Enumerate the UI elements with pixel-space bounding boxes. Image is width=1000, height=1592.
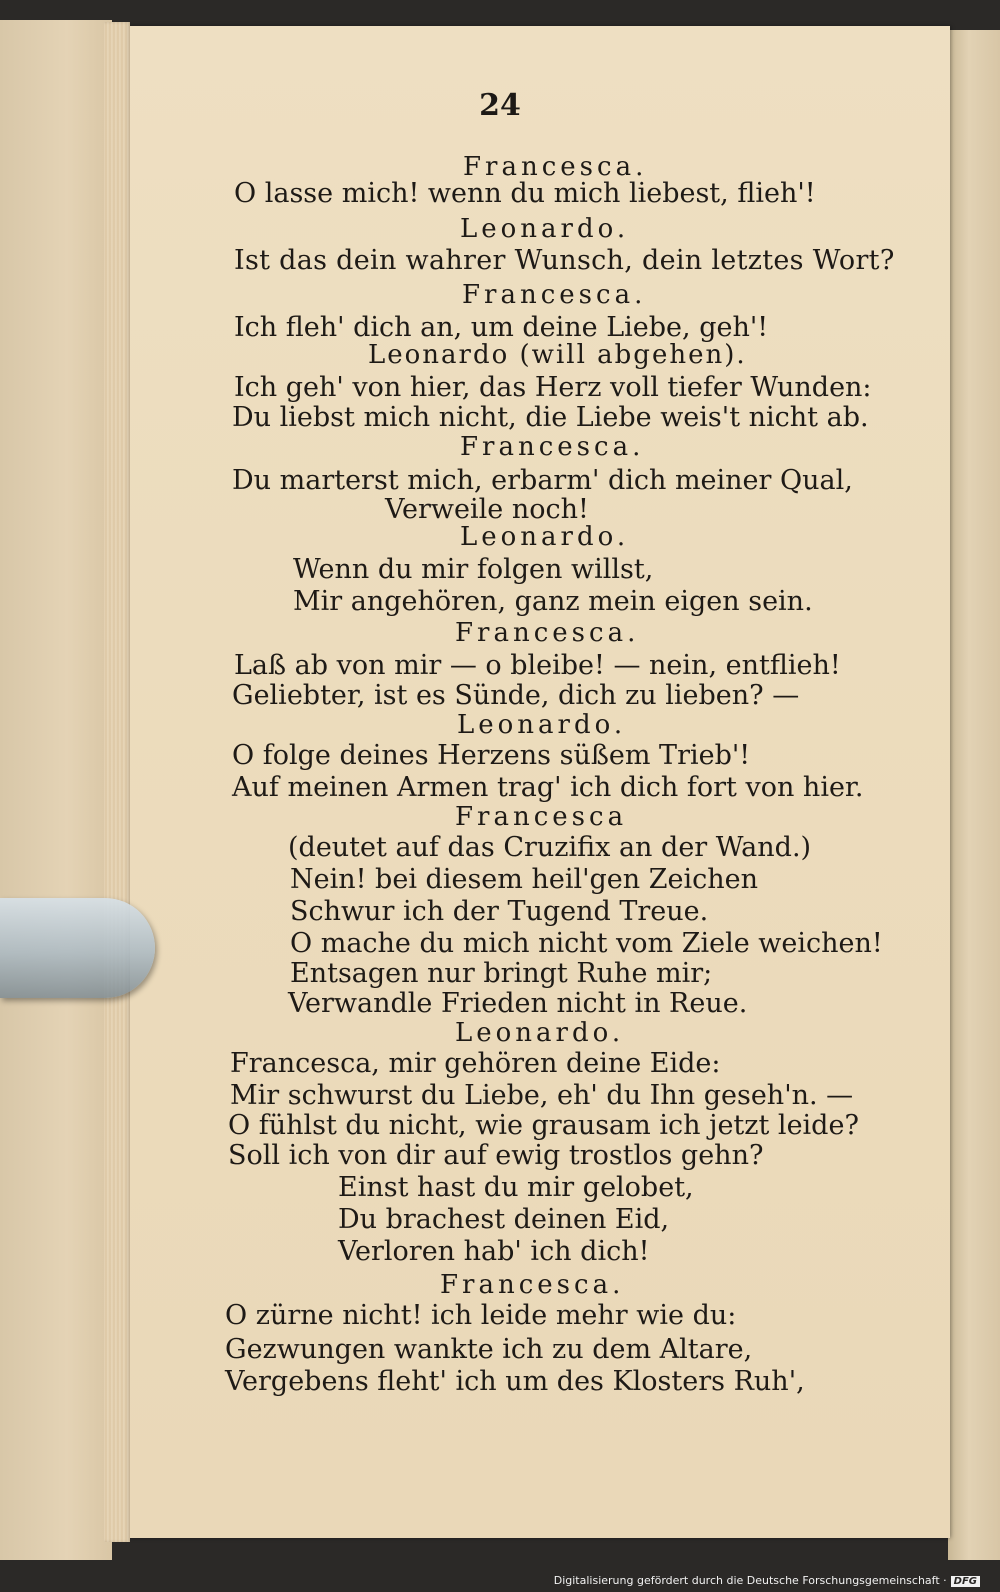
speaker-line: Francesca (455, 802, 628, 832)
verse-line: Wenn du mir folgen willst, (293, 554, 654, 585)
speaker-line: Leonardo. (460, 214, 630, 244)
verse-line: Auf meinen Armen trag' ich dich fort von hier. (232, 772, 864, 803)
speaker-line: Francesca. (460, 432, 645, 462)
speaker-line: Francesca. (463, 152, 648, 182)
speaker-line: Francesca. (462, 280, 647, 310)
verse-line: Du marterst mich, erbarm' dich meiner Qual, (232, 465, 853, 496)
verse-line: O mache du mich nicht vom Ziele weichen! (290, 928, 883, 959)
verse-line: O zürne nicht! ich leide mehr wie du: (225, 1300, 737, 1331)
speaker-line: Leonardo. (455, 1018, 625, 1048)
page-number: 24 (479, 88, 521, 123)
verse-line: Schwur ich der Tugend Treue. (290, 896, 709, 927)
speaker-line: Leonardo (will abgehen). (368, 340, 747, 370)
verse-line: Mir angehören, ganz mein eigen sein. (293, 586, 813, 617)
verse-line: Verweile noch! (385, 494, 589, 525)
footer-credit (554, 1574, 980, 1587)
verse-line: Ich geh' von hier, das Herz voll tiefer Wunden: (234, 372, 872, 403)
verse-line: O fühlst du nicht, wie grausam ich jetzt leide? (228, 1110, 859, 1141)
verse-line: Ich fleh' dich an, um deine Liebe, geh'! (234, 312, 769, 343)
speaker-line: Leonardo. (460, 522, 630, 552)
verse-line: Einst hast du mir gelobet, (338, 1172, 694, 1203)
speaker-line: Leonardo. (457, 710, 627, 740)
verse-line: Soll ich von dir auf ewig trostlos gehn? (228, 1140, 764, 1171)
verse-line: Nein! bei diesem heil'gen Zeichen (290, 864, 759, 895)
verse-line: Laß ab von mir — o bleibe! — nein, entflieh! (234, 650, 841, 681)
dfg-logo-icon: DFG (951, 1576, 980, 1587)
verse-line: O folge deines Herzens süßem Trieb'! (232, 740, 751, 771)
verse-line: Geliebter, ist es Sünde, dich zu lieben? — (232, 680, 800, 711)
credit-text: Digitalisierung gefördert durch die Deutsche Forschungsgemeinschaft · (553, 1574, 947, 1587)
speaker-line: Francesca. (440, 1270, 625, 1300)
verse-line: (deutet auf das Cruzifix an der Wand.) (288, 832, 812, 863)
verse-line: Francesca, mir gehören deine Eide: (230, 1048, 721, 1079)
verse-line: Verloren hab' ich dich! (338, 1236, 650, 1267)
verse-line: Du liebst mich nicht, die Liebe weis't nicht ab. (232, 402, 869, 433)
verse-line: Mir schwurst du Liebe, eh' du Ihn geseh'n. — (230, 1080, 854, 1111)
verse-line: O lasse mich! wenn du mich liebest, flieh'! (234, 178, 816, 209)
verse-line: Entsagen nur bringt Ruhe mir; (290, 958, 713, 989)
verse-line: Du brachest deinen Eid, (338, 1204, 670, 1235)
verse-line: Ist das dein wahrer Wunsch, dein letztes Wort? (234, 245, 895, 276)
speaker-line: Francesca. (455, 618, 640, 648)
verse-line: Verwandle Frieden nicht in Reue. (288, 988, 748, 1019)
verse-line: Vergebens fleht' ich um des Klosters Ruh', (225, 1366, 805, 1397)
verse-line: Gezwungen wankte ich zu dem Altare, (225, 1334, 753, 1365)
